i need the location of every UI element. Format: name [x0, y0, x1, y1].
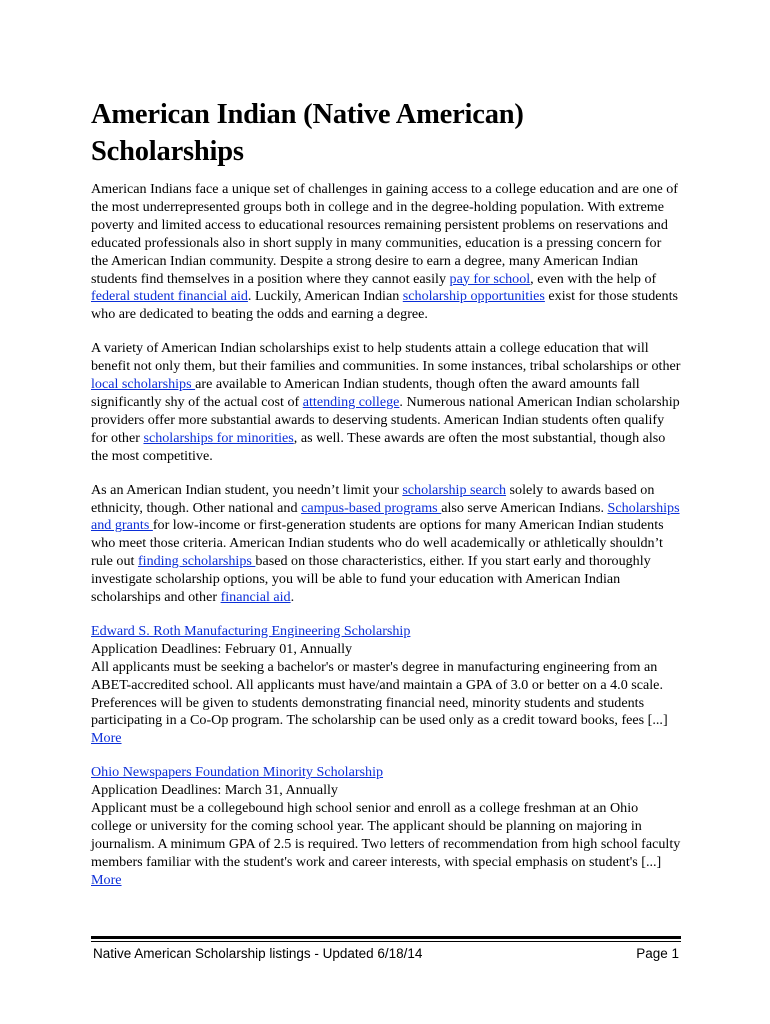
scholarship-opportunities-link[interactable]: scholarship opportunities: [402, 288, 545, 305]
paragraph-text: As an American Indian student, you needn’t limit your: [91, 481, 403, 498]
paragraph-text: .: [290, 589, 295, 606]
paragraph-text: are available to American Indian students, though often the award amounts fall significantly shy of the actual cost of: [91, 376, 640, 410]
page-footer: [91, 936, 681, 961]
paragraph-text: A variety of American Indian scholarships exist to help students attain a college education that will benefit not only them, but their families and communities. In some instances, tribal scholarships or other: [91, 340, 681, 375]
scholarship-search-link[interactable]: scholarship search: [402, 481, 507, 498]
scholarship-title-link[interactable]: Edward S. Roth Manufacturing Engineering Scholarship: [91, 622, 411, 639]
paragraph-text: , as well. These awards are often the most substantial, though also the most competitive.: [91, 429, 666, 464]
footer-label: Native American Scholarship listings - Updated 6/18/14: [93, 946, 423, 961]
footer-divider-thin: [91, 941, 681, 942]
pay-for-school-link[interactable]: pay for school: [449, 270, 531, 287]
paragraph-text: American Indians face a unique set of challenges in gaining access to a college education and are one of the most underrepresented groups both in college and in the degree-holding population. With extreme poverty and limited access to educational resources remaining persistent problems on reservations and educated professionals also in short supply in many communities, education is a pressing concern for the American Indian community. Despite a strong desire to earn a degree, many American Indian students find themselves in a position where they cannot easily: [91, 181, 678, 287]
description-text: Applicant must be a collegebound high school senior and enroll as a college freshman at an Ohio college or university for the coming school year. The applicant should be planning on majoring in journalism. A minimum GPA of 2.5 is required. Two letters of recommendation from high school faculty members familiar with the student's work and career interests, with special emphasis on student's [...]: [91, 800, 681, 870]
paragraph-text: solely to awards based on ethnicity, though. Other national and: [91, 481, 655, 516]
application-deadline: Application Deadlines: February 01, Annually: [91, 640, 353, 657]
scholarship-description: [91, 800, 681, 890]
scholarship-title-link[interactable]: Ohio Newspapers Foundation Minority Scholarship: [91, 764, 384, 781]
scholarships-for-minorities-link[interactable]: scholarships for minorities: [143, 429, 294, 446]
page-number: Page 1: [636, 946, 679, 961]
local-scholarships-link[interactable]: local scholarships: [91, 376, 196, 393]
application-deadline: Application Deadlines: March 31, Annually: [91, 782, 338, 799]
more-link[interactable]: More: [91, 730, 122, 747]
student-paragraph: [91, 482, 681, 607]
footer-row: [91, 946, 681, 961]
attending-college-link[interactable]: attending college: [302, 393, 400, 410]
paragraph-text: also serve American Indians.: [441, 499, 608, 516]
financial-aid-link[interactable]: financial aid: [220, 589, 291, 606]
scholarship-entry: [91, 764, 681, 889]
description-text: All applicants must be seeking a bachelor's or master's degree in manufacturing engineering from an ABET-accredited school. All applicants must have/and maintain a GPA of 3.0 or better on a 4.0 scale. Preferences will be given to students demonstrating financial need, minority students and students participating in a Co-Op program. The scholarship can be used only as a credit toward books, fees [...]: [91, 658, 668, 729]
footer-divider: [91, 936, 681, 939]
paragraph-text: , even with the help of: [530, 270, 657, 287]
scholarship-description: [91, 659, 681, 749]
page-title: American Indian (Native American) Scholarships: [91, 99, 524, 167]
paragraph-text: based on those characteristics, either. If you start early and thoroughly investigate scholarship options, you will be able to fund your education with American Indian scholarships and other: [91, 553, 651, 606]
paragraph-text: for low-income or first-generation students are options for many American Indian students who meet those criteria. American Indian students who do well academically or athletically shouldn’t rule out: [91, 517, 664, 570]
variety-paragraph: [91, 340, 681, 465]
document-page: [91, 96, 681, 906]
scholarship-entry: [91, 623, 681, 748]
more-link[interactable]: More: [91, 871, 122, 888]
intro-paragraph: [91, 181, 681, 324]
campus-based-programs-link[interactable]: campus-based programs: [301, 499, 442, 516]
paragraph-text: exist for those students who are dedicated to beating the odds and earning a degree.: [91, 288, 678, 323]
scholarships-and-grants-link[interactable]: Scholarships and grants: [91, 499, 680, 534]
paragraph-text: . Luckily, American Indian: [247, 288, 403, 305]
finding-scholarships-link[interactable]: finding scholarships: [137, 553, 256, 570]
paragraph-text: . Numerous national American Indian scholarship providers offer more substantial awards to deserving students. American Indian students often qualify for other: [91, 393, 680, 446]
federal-aid-link[interactable]: federal student financial aid: [91, 288, 248, 305]
